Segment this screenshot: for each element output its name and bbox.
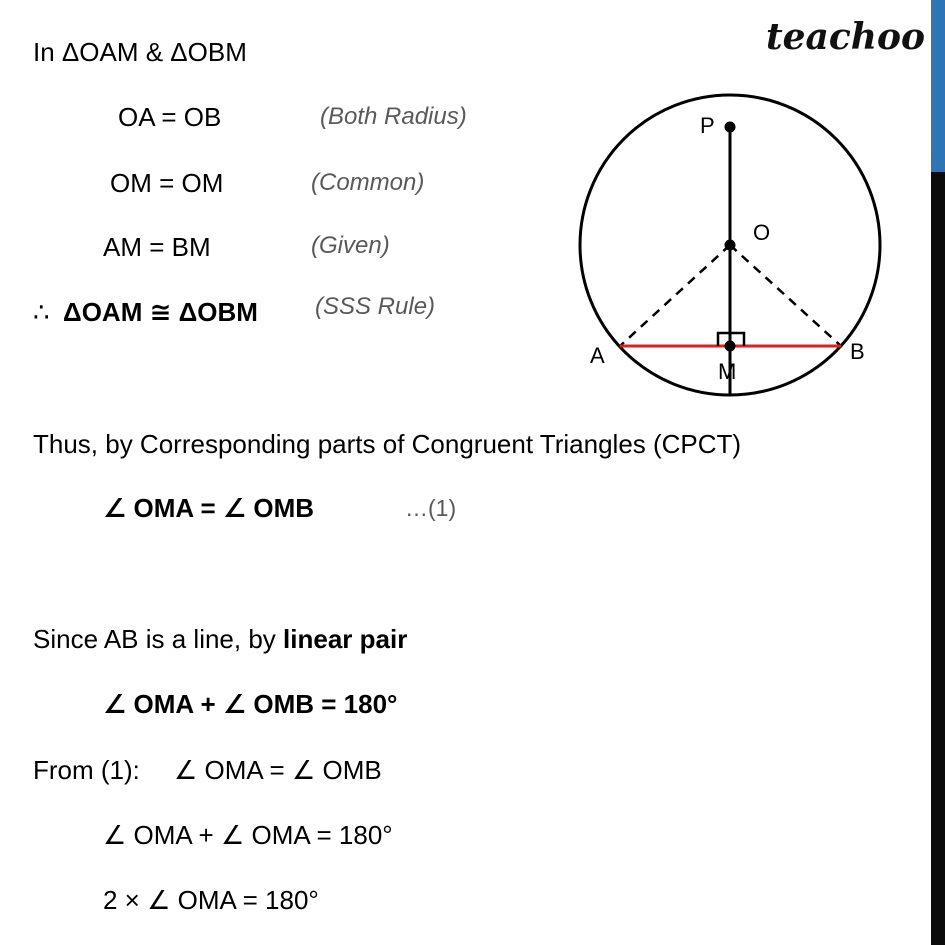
substituted-equation: ∠ OMA + ∠ OMA = 180° [103, 820, 393, 850]
step-3-statement: AM = BM [103, 232, 211, 262]
sidebar-accent-bar [931, 0, 945, 172]
from-1-label: From (1): [33, 755, 140, 785]
step-3-reason: (Given) [311, 232, 390, 259]
teachoo-logo: teachoo [766, 16, 925, 58]
step-1-statement: OA = OB [118, 102, 222, 132]
cpct-line: Thus, by Corresponding parts of Congruent Triangles (CPCT) [33, 429, 742, 459]
congruence-reason: (SSS Rule) [315, 293, 436, 320]
point-o [725, 240, 736, 251]
label-m: M [718, 359, 737, 384]
dashed-line-ob [730, 245, 841, 346]
point-p [725, 122, 736, 133]
label-a: A [590, 343, 605, 368]
step-2-statement: OM = OM [110, 168, 224, 198]
therefore-symbol: ∴ [33, 297, 50, 327]
circle-diagram [570, 90, 900, 410]
label-p: P [700, 113, 715, 138]
linear-pair-term: linear pair [283, 624, 408, 654]
final-equation: 2 × ∠ OMA = 180° [103, 885, 319, 915]
equation-ref-1: …(1) [405, 495, 457, 521]
step-2-reason: (Common) [311, 169, 425, 196]
label-o: O [753, 220, 771, 245]
linear-pair-line [33, 624, 407, 654]
point-m [725, 341, 736, 352]
cpct-result: ∠ OMA = ∠ OMB [103, 493, 315, 523]
linear-pair-intro: Since AB is a line, by [33, 624, 284, 654]
dashed-line-oa [620, 245, 730, 346]
from-1-equation: ∠ OMA = ∠ OMB [174, 755, 382, 785]
proof-heading: In ΔOAM & ΔOBM [33, 37, 247, 67]
sidebar-bar [931, 172, 945, 945]
linear-pair-result: ∠ OMA + ∠ OMB = 180° [103, 689, 398, 719]
label-b: B [850, 339, 865, 364]
congruence-statement: ΔOAM ≅ ΔOBM [63, 297, 258, 327]
step-1-reason: (Both Radius) [320, 103, 467, 130]
